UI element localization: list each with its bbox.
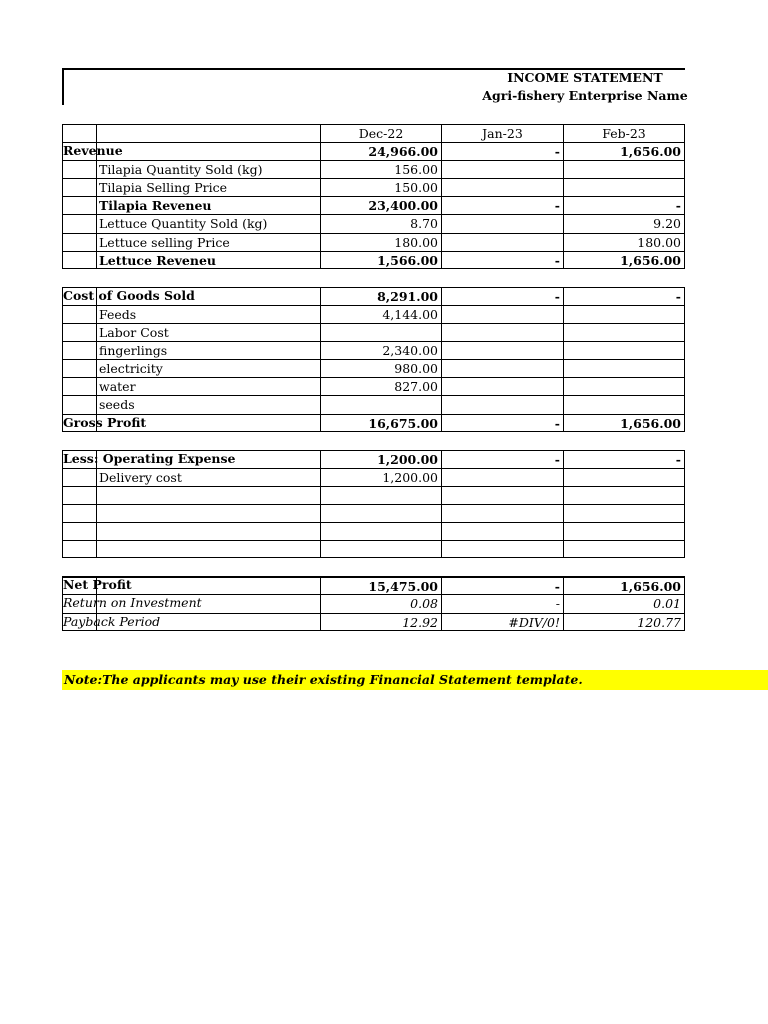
- net-profit-dec[interactable]: 15,475.00: [320, 576, 441, 594]
- cell-feb[interactable]: [563, 377, 685, 395]
- opex-feb[interactable]: -: [563, 450, 685, 468]
- payback-jan[interactable]: #DIV/0!: [441, 613, 563, 631]
- net-profit-feb[interactable]: 1,656.00: [563, 576, 685, 594]
- revenue-dec[interactable]: 24,966.00: [320, 142, 441, 160]
- cell-dec[interactable]: 180.00: [320, 233, 441, 251]
- cell-dec[interactable]: 1,566.00: [320, 251, 441, 269]
- table-row: [0, 305, 768, 323]
- gross-profit-dec[interactable]: 16,675.00: [320, 414, 441, 432]
- cell-jan[interactable]: [441, 395, 563, 413]
- table-row: [0, 160, 768, 178]
- column-header-row: [0, 124, 768, 142]
- cell-jan[interactable]: -: [441, 251, 563, 269]
- column-header-feb-23[interactable]: Feb-23: [563, 124, 685, 142]
- roi-feb[interactable]: 0.01: [563, 594, 685, 612]
- column-header-dec-22[interactable]: Dec-22: [320, 124, 441, 142]
- cogs-row: [0, 287, 768, 305]
- cell-feb[interactable]: 1,656.00: [563, 251, 685, 269]
- table-row: [0, 178, 768, 196]
- income-statement-table: [0, 124, 768, 631]
- revenue-feb[interactable]: 1,656.00: [563, 142, 685, 160]
- payback-dec[interactable]: 12.92: [320, 613, 441, 631]
- row-label[interactable]: Feeds: [96, 305, 320, 323]
- cell-dec[interactable]: 2,340.00: [320, 341, 441, 359]
- cell-feb[interactable]: [563, 395, 685, 413]
- table-row: [0, 341, 768, 359]
- template-note: Note:The applicants may use their existing Financial Statement template.: [62, 670, 768, 690]
- row-label[interactable]: Lettuce Reveneu: [96, 251, 320, 269]
- cogs-dec[interactable]: 8,291.00: [320, 287, 441, 305]
- net-profit-label: Net Profit: [63, 577, 132, 593]
- table-row: [0, 395, 768, 413]
- cell-jan[interactable]: [441, 233, 563, 251]
- row-label[interactable]: electricity: [96, 359, 320, 377]
- roi-label: Return on Investment: [63, 595, 202, 611]
- cell-dec[interactable]: 1,200.00: [320, 468, 441, 486]
- enterprise-name: Agri-fishery Enterprise Name: [482, 88, 688, 103]
- gross-profit-label: Gross Profit: [63, 414, 147, 430]
- row-label[interactable]: Lettuce selling Price: [96, 233, 320, 251]
- cogs-label: Cost of Goods Sold: [63, 287, 195, 303]
- revenue-row: [0, 142, 768, 160]
- cell-feb[interactable]: [563, 323, 685, 341]
- table-row: [0, 468, 768, 486]
- row-label[interactable]: water: [96, 377, 320, 395]
- cogs-feb[interactable]: -: [563, 287, 685, 305]
- revenue-label: Revenue: [63, 143, 123, 159]
- row-label[interactable]: Tilapia Reveneu: [96, 196, 320, 214]
- revenue-jan[interactable]: -: [441, 142, 563, 160]
- cell-feb[interactable]: [563, 305, 685, 323]
- cell-feb[interactable]: [563, 178, 685, 196]
- cell-jan[interactable]: [441, 323, 563, 341]
- cogs-jan[interactable]: -: [441, 287, 563, 305]
- spacer: [0, 269, 768, 287]
- row-label[interactable]: Tilapia Quantity Sold (kg): [96, 160, 320, 178]
- table-row: [0, 251, 768, 269]
- statement-title: INCOME STATEMENT: [507, 70, 663, 85]
- cell-dec[interactable]: 23,400.00: [320, 196, 441, 214]
- cell-dec[interactable]: [320, 395, 441, 413]
- table-row: [0, 323, 768, 341]
- cell-jan[interactable]: [441, 178, 563, 196]
- cell-dec[interactable]: 4,144.00: [320, 305, 441, 323]
- row-label[interactable]: Lettuce Quantity Sold (kg): [96, 214, 320, 232]
- row-label[interactable]: fingerlings: [96, 341, 320, 359]
- row-label[interactable]: seeds: [96, 395, 320, 413]
- empty-row: [0, 486, 768, 504]
- cell-feb[interactable]: [563, 468, 685, 486]
- roi-row: [0, 594, 768, 612]
- cell-jan[interactable]: [441, 359, 563, 377]
- cell-dec[interactable]: 150.00: [320, 178, 441, 196]
- cell-jan[interactable]: [441, 468, 563, 486]
- cell-feb[interactable]: [563, 160, 685, 178]
- column-header-jan-23[interactable]: Jan-23: [441, 124, 563, 142]
- gross-profit-row: [0, 414, 768, 432]
- row-label[interactable]: Delivery cost: [96, 468, 320, 486]
- cell-jan[interactable]: -: [441, 196, 563, 214]
- cell-feb[interactable]: -: [563, 196, 685, 214]
- net-profit-jan[interactable]: -: [441, 576, 563, 594]
- cell-jan[interactable]: [441, 305, 563, 323]
- cell-feb[interactable]: [563, 359, 685, 377]
- table-row: [0, 359, 768, 377]
- cell-feb[interactable]: 9.20: [563, 214, 685, 232]
- cell-jan[interactable]: [441, 377, 563, 395]
- table-row: [0, 233, 768, 251]
- gross-profit-feb[interactable]: 1,656.00: [563, 414, 685, 432]
- roi-jan[interactable]: -: [441, 594, 563, 612]
- row-label[interactable]: Labor Cost: [96, 323, 320, 341]
- payback-feb[interactable]: 120.77: [563, 613, 685, 631]
- cell-jan[interactable]: [441, 341, 563, 359]
- cell-dec[interactable]: 827.00: [320, 377, 441, 395]
- opex-dec[interactable]: 1,200.00: [320, 450, 441, 468]
- table-row: [0, 214, 768, 232]
- cell-jan[interactable]: [441, 160, 563, 178]
- spacer: [0, 432, 768, 450]
- opex-jan[interactable]: -: [441, 450, 563, 468]
- empty-row: [0, 504, 768, 522]
- cell-dec[interactable]: 8.70: [320, 214, 441, 232]
- cell-feb[interactable]: [563, 341, 685, 359]
- table-row: [0, 196, 768, 214]
- cell-feb[interactable]: 180.00: [563, 233, 685, 251]
- gross-profit-jan[interactable]: -: [441, 414, 563, 432]
- cell-dec[interactable]: 156.00: [320, 160, 441, 178]
- opex-label: Less: Operating Expense: [63, 450, 236, 466]
- payback-row: [0, 613, 768, 631]
- cell-jan[interactable]: [441, 214, 563, 232]
- spacer: [0, 558, 768, 576]
- roi-dec[interactable]: 0.08: [320, 594, 441, 612]
- table-row: [0, 377, 768, 395]
- row-label[interactable]: Tilapia Selling Price: [96, 178, 320, 196]
- cell-dec[interactable]: 980.00: [320, 359, 441, 377]
- empty-row: [0, 540, 768, 558]
- net-profit-row: [0, 576, 768, 594]
- header-left-border: [62, 68, 64, 105]
- cell-dec[interactable]: [320, 323, 441, 341]
- payback-label: Payback Period: [63, 613, 161, 629]
- opex-row: [0, 450, 768, 468]
- empty-row: [0, 522, 768, 540]
